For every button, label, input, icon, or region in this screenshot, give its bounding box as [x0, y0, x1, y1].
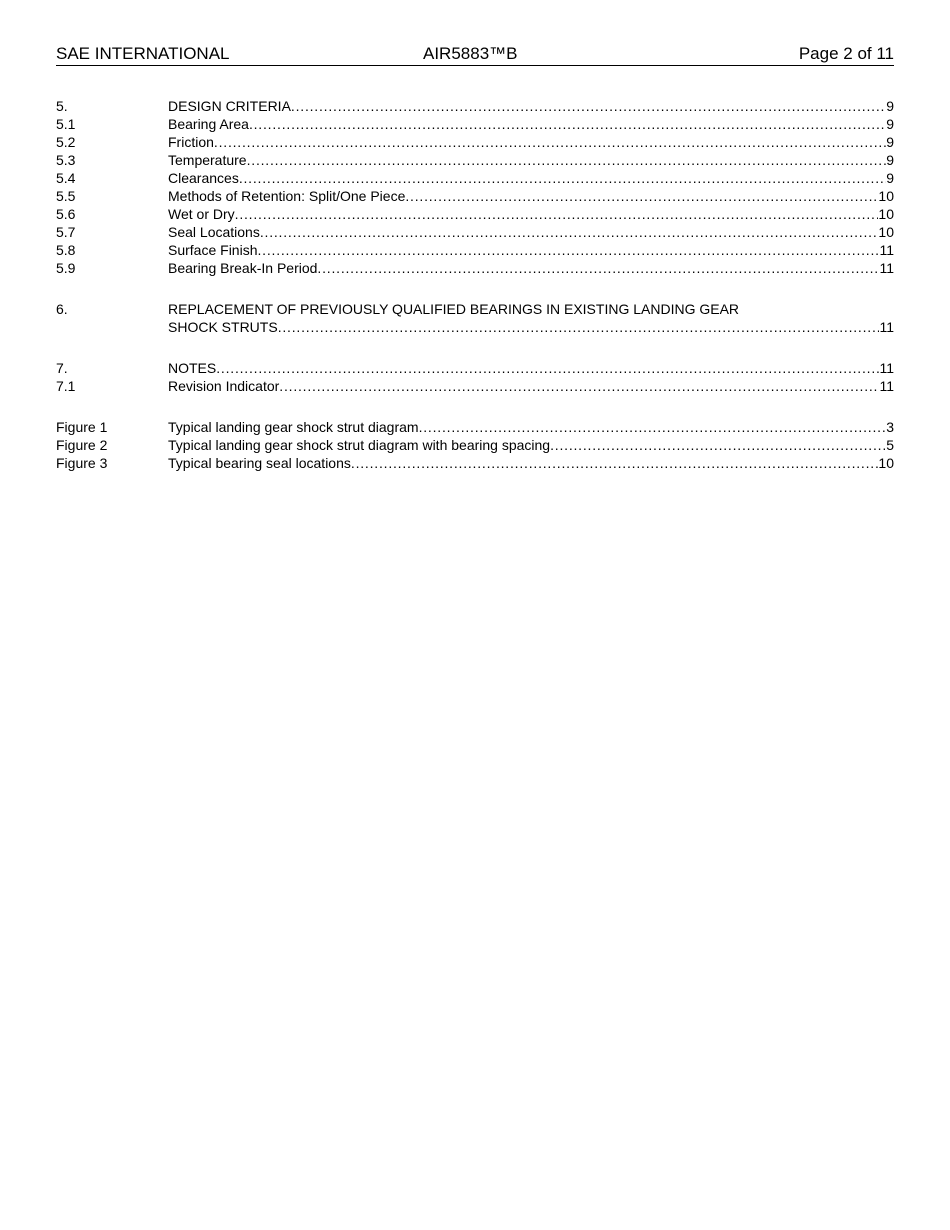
dot-leader — [216, 359, 879, 377]
toc-entry-title: Wet or Dry — [168, 206, 235, 222]
toc-entry-number: Figure 2 — [56, 437, 108, 453]
dot-leader — [235, 205, 879, 223]
dot-leader — [257, 241, 879, 259]
toc-entry-number: 5.4 — [56, 170, 76, 186]
toc-entry-5-5[interactable] — [56, 187, 894, 205]
toc-entry-title: Bearing Area — [168, 116, 249, 132]
toc-entry-title: Bearing Break-In Period — [168, 260, 318, 276]
toc-entry-5-6[interactable] — [56, 205, 894, 223]
section-spacer — [56, 395, 894, 418]
toc-entry-page: 9 — [886, 98, 894, 114]
dot-leader — [260, 223, 879, 241]
toc-entry-title-line-1: REPLACEMENT OF PREVIOUSLY QUALIFIED BEARINGS IN EXISTING LANDING GEAR — [168, 301, 740, 317]
header-organization: SAE INTERNATIONAL — [56, 44, 230, 63]
toc-entry-page: 3 — [886, 419, 894, 435]
toc-entry-5[interactable] — [56, 97, 894, 115]
toc-entry-number: 5.5 — [56, 188, 76, 204]
toc-entry-page: 10 — [878, 206, 894, 222]
toc-entry-number: 7. — [56, 360, 68, 376]
toc-entry-page: 11 — [879, 360, 894, 376]
toc-entry-page: 9 — [886, 170, 894, 186]
toc-entry-page: 11 — [879, 242, 894, 258]
toc-entry-5-8[interactable] — [56, 241, 894, 259]
toc-entry-page: 9 — [886, 152, 894, 168]
toc-entry-number: 6. — [56, 301, 68, 317]
toc-entry-number: 5.8 — [56, 242, 76, 258]
toc-entry-title: Friction — [168, 134, 214, 150]
toc-entry-5-9[interactable] — [56, 259, 894, 277]
toc-entry-title: Methods of Retention: Split/One Piece — [168, 188, 406, 204]
toc-entry-number: 5.1 — [56, 116, 76, 132]
toc-entry-figure-2[interactable] — [56, 436, 894, 454]
toc-entry-figure-3[interactable] — [56, 454, 894, 472]
dot-leader — [249, 115, 886, 133]
toc-entry-page: 10 — [878, 188, 894, 204]
dot-leader — [278, 318, 880, 336]
dot-leader — [351, 454, 879, 472]
toc-entry-title: DESIGN CRITERIA — [168, 98, 291, 114]
toc-entry-number: 7.1 — [56, 378, 76, 394]
dot-leader — [291, 97, 886, 115]
toc-entry-title: Typical bearing seal locations — [168, 455, 351, 471]
toc-entry-page: 11 — [879, 260, 894, 276]
toc-entry-number: 5.2 — [56, 134, 76, 150]
toc-entry-figure-1[interactable] — [56, 418, 894, 436]
dot-leader — [239, 169, 886, 187]
toc-entry-title: Typical landing gear shock strut diagram — [168, 419, 419, 435]
toc-entry-page: 9 — [886, 134, 894, 150]
toc-entry-title-line-2: SHOCK STRUTS — [168, 319, 278, 335]
dot-leader — [247, 151, 887, 169]
section-spacer — [56, 277, 894, 300]
header-page-number: Page 2 of 11 — [798, 44, 894, 63]
header-document-number: AIR5883™B — [423, 44, 518, 63]
toc-entry-title: Revision Indicator — [168, 378, 280, 394]
toc-entry-number: Figure 1 — [56, 419, 108, 435]
toc-entry-7[interactable] — [56, 359, 894, 377]
toc-entry-page: 11 — [879, 319, 894, 335]
dot-leader — [405, 187, 878, 205]
toc-entry-page: 5 — [886, 437, 894, 453]
section-spacer — [56, 336, 894, 359]
dot-leader — [214, 133, 886, 151]
page-header — [56, 43, 894, 66]
toc-entry-page: 10 — [878, 224, 894, 240]
toc-entry-number: 5.7 — [56, 224, 76, 240]
toc-entry-7-1[interactable] — [56, 377, 894, 395]
toc-entry-number: 5.6 — [56, 206, 76, 222]
toc-entry-5-1[interactable] — [56, 115, 894, 133]
dot-leader — [419, 418, 887, 436]
toc-entry-title: NOTES — [168, 360, 217, 376]
toc-entry-number: Figure 3 — [56, 455, 108, 471]
toc-entry-5-2[interactable] — [56, 133, 894, 151]
toc-entry-number: 5.3 — [56, 152, 76, 168]
toc-entry-number: 5.9 — [56, 260, 76, 276]
toc-entry-6[interactable] — [56, 300, 894, 336]
dot-leader — [550, 436, 886, 454]
toc-entry-title: Temperature — [168, 152, 247, 168]
toc-entry-title: Surface Finish — [168, 242, 258, 258]
toc-entry-5-3[interactable] — [56, 151, 894, 169]
toc-entry-title: Typical landing gear shock strut diagram with bearing spacing — [168, 437, 551, 453]
table-of-contents — [56, 97, 894, 472]
toc-entry-page: 9 — [886, 116, 894, 132]
dot-leader — [317, 259, 879, 277]
toc-entry-page: 10 — [878, 455, 894, 471]
toc-entry-page: 11 — [879, 378, 894, 394]
toc-entry-title: Clearances — [168, 170, 239, 186]
toc-entry-5-7[interactable] — [56, 223, 894, 241]
toc-entry-5-4[interactable] — [56, 169, 894, 187]
toc-entry-number: 5. — [56, 98, 68, 114]
toc-entry-title: Seal Locations — [168, 224, 260, 240]
dot-leader — [279, 377, 879, 395]
